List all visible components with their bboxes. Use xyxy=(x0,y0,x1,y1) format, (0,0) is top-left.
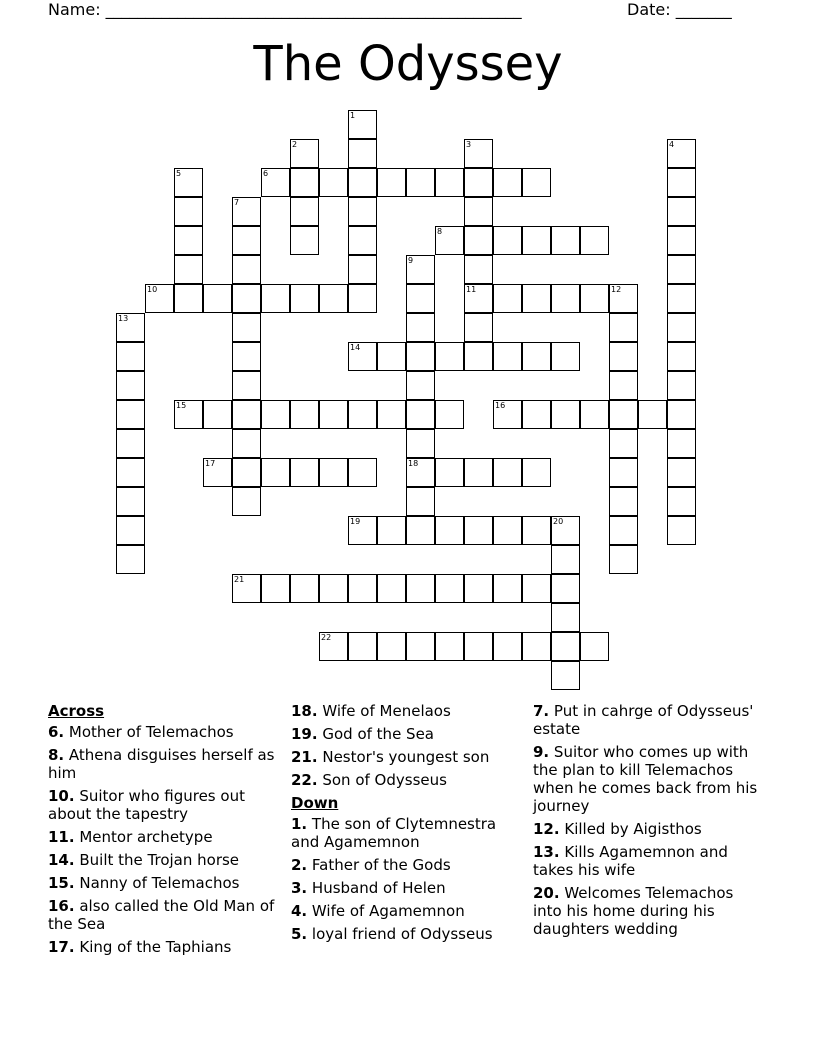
clue-number-label: 12 xyxy=(611,285,622,294)
grid-cell[interactable] xyxy=(406,371,435,400)
grid-cell[interactable] xyxy=(493,458,522,487)
date-field-label[interactable]: Date: _______ xyxy=(627,0,732,19)
grid-cell[interactable] xyxy=(232,574,261,603)
grid-cell[interactable] xyxy=(406,516,435,545)
page-title: The Odyssey xyxy=(253,36,563,92)
grid-cell[interactable] xyxy=(348,226,377,255)
clue-down-2: 2. Father of the Gods xyxy=(291,856,451,874)
grid-cell[interactable] xyxy=(667,226,696,255)
grid-cell[interactable] xyxy=(406,487,435,516)
grid-cell[interactable] xyxy=(435,574,464,603)
grid-cell[interactable] xyxy=(232,255,261,284)
clue-number-label: 7 xyxy=(234,198,240,207)
clue-down-4: 4. Wife of Agamemnon xyxy=(291,902,465,920)
clue-down-5: 5. loyal friend of Odysseus xyxy=(291,925,493,943)
grid-cell[interactable] xyxy=(377,574,406,603)
grid-cell[interactable] xyxy=(232,371,261,400)
grid-cell[interactable] xyxy=(551,226,580,255)
clue-across-18: 18. Wife of Menelaos xyxy=(291,702,451,720)
name-field-label[interactable]: Name: ____________________________________________________ xyxy=(48,0,522,19)
grid-cell[interactable] xyxy=(174,197,203,226)
grid-cell[interactable] xyxy=(667,516,696,545)
grid-cell[interactable] xyxy=(377,516,406,545)
grid-cell[interactable] xyxy=(348,197,377,226)
grid-cell[interactable] xyxy=(464,284,493,313)
clue-across-17: 17. King of the Taphians xyxy=(48,938,232,956)
grid-cell[interactable] xyxy=(290,139,319,168)
clue-number-label: 9 xyxy=(408,256,414,265)
grid-cell[interactable] xyxy=(667,400,696,429)
grid-cell[interactable] xyxy=(116,487,145,516)
clue-number-label: 16 xyxy=(495,401,506,410)
grid-cell[interactable] xyxy=(319,284,348,313)
grid-cell[interactable] xyxy=(203,284,232,313)
grid-cell[interactable] xyxy=(464,342,493,371)
grid-cell[interactable] xyxy=(435,342,464,371)
grid-cell[interactable] xyxy=(348,342,377,371)
grid-cell[interactable] xyxy=(464,168,493,197)
grid-cell[interactable] xyxy=(406,284,435,313)
grid-cell[interactable] xyxy=(406,168,435,197)
grid-cell[interactable] xyxy=(522,516,551,545)
grid-cell[interactable] xyxy=(290,458,319,487)
grid-cell[interactable] xyxy=(493,226,522,255)
clue-number-label: 2 xyxy=(292,140,298,149)
clue-across-10: 10. Suitor who figures out about the tapestry xyxy=(48,787,245,823)
grid-cell[interactable] xyxy=(667,429,696,458)
clue-number-label: 15 xyxy=(176,401,187,410)
grid-cell[interactable] xyxy=(551,661,580,690)
grid-cell[interactable] xyxy=(348,255,377,284)
grid-cell[interactable] xyxy=(116,400,145,429)
clue-column-2 xyxy=(291,702,519,948)
grid-cell[interactable] xyxy=(464,313,493,342)
grid-cell[interactable] xyxy=(551,574,580,603)
grid-cell[interactable] xyxy=(232,313,261,342)
grid-cell[interactable] xyxy=(232,400,261,429)
clue-number-label: 13 xyxy=(118,314,129,323)
grid-cell[interactable] xyxy=(609,487,638,516)
grid-cell[interactable] xyxy=(667,284,696,313)
clue-number-label: 20 xyxy=(553,517,564,526)
grid-cell[interactable] xyxy=(522,400,551,429)
grid-cell[interactable] xyxy=(348,284,377,313)
clue-number-label: 18 xyxy=(408,459,419,468)
grid-cell[interactable] xyxy=(406,632,435,661)
grid-cell[interactable] xyxy=(667,255,696,284)
grid-cell[interactable] xyxy=(377,342,406,371)
clue-column-1 xyxy=(48,702,276,961)
grid-cell[interactable] xyxy=(435,632,464,661)
grid-cell[interactable] xyxy=(493,284,522,313)
grid-cell[interactable] xyxy=(406,574,435,603)
grid-cell[interactable] xyxy=(348,400,377,429)
clue-number-label: 17 xyxy=(205,459,216,468)
grid-cell[interactable] xyxy=(551,603,580,632)
grid-cell[interactable] xyxy=(203,400,232,429)
clue-down-9: 9. Suitor who comes up with the plan to kill Telemachos when he comes back from his journey xyxy=(533,743,758,815)
grid-cell[interactable] xyxy=(261,458,290,487)
grid-cell[interactable] xyxy=(551,284,580,313)
grid-cell[interactable] xyxy=(145,284,174,313)
clue-down-7: 7. Put in cahrge of Odysseus' estate xyxy=(533,702,754,738)
clue-down-12: 12. Killed by Aigisthos xyxy=(533,820,702,838)
grid-cell[interactable] xyxy=(319,400,348,429)
clue-down-3: 3. Husband of Helen xyxy=(291,879,446,897)
clue-number-label: 8 xyxy=(437,227,443,236)
grid-cell[interactable] xyxy=(667,139,696,168)
grid-cell[interactable] xyxy=(116,545,145,574)
grid-cell[interactable] xyxy=(319,632,348,661)
grid-cell[interactable] xyxy=(348,168,377,197)
grid-cell[interactable] xyxy=(435,458,464,487)
grid-cell[interactable] xyxy=(667,197,696,226)
grid-cell[interactable] xyxy=(174,168,203,197)
grid-cell[interactable] xyxy=(116,458,145,487)
grid-cell[interactable] xyxy=(290,400,319,429)
clue-number-label: 3 xyxy=(466,140,472,149)
grid-cell[interactable] xyxy=(551,545,580,574)
grid-cell[interactable] xyxy=(232,342,261,371)
grid-cell[interactable] xyxy=(522,574,551,603)
grid-cell[interactable] xyxy=(348,110,377,139)
grid-cell[interactable] xyxy=(522,226,551,255)
grid-cell[interactable] xyxy=(116,429,145,458)
grid-cell[interactable] xyxy=(522,342,551,371)
grid-cell[interactable] xyxy=(377,400,406,429)
clue-across-6: 6. Mother of Telemachos xyxy=(48,723,234,741)
grid-cell[interactable] xyxy=(609,516,638,545)
grid-cell[interactable] xyxy=(174,284,203,313)
grid-cell[interactable] xyxy=(551,516,580,545)
grid-cell[interactable] xyxy=(232,226,261,255)
grid-cell[interactable] xyxy=(609,371,638,400)
clue-across-15: 15. Nanny of Telemachos xyxy=(48,874,240,892)
grid-cell[interactable] xyxy=(232,429,261,458)
grid-cell[interactable] xyxy=(609,342,638,371)
clue-down-20: 20. Welcomes Telemachos into his home during his daughters wedding xyxy=(533,884,734,938)
grid-cell[interactable] xyxy=(493,516,522,545)
grid-cell[interactable] xyxy=(261,168,290,197)
grid-cell[interactable] xyxy=(464,516,493,545)
grid-cell[interactable] xyxy=(290,168,319,197)
grid-cell[interactable] xyxy=(464,574,493,603)
grid-cell[interactable] xyxy=(435,516,464,545)
clue-number-label: 11 xyxy=(466,285,477,294)
clue-across-14: 14. Built the Trojan horse xyxy=(48,851,240,869)
grid-cell[interactable] xyxy=(609,313,638,342)
clue-number-label: 21 xyxy=(234,575,245,584)
grid-cell[interactable] xyxy=(667,313,696,342)
grid-cell[interactable] xyxy=(232,284,261,313)
grid-cell[interactable] xyxy=(522,284,551,313)
grid-cell[interactable] xyxy=(580,284,609,313)
grid-cell[interactable] xyxy=(464,255,493,284)
grid-cell[interactable] xyxy=(667,342,696,371)
clue-number-label: 5 xyxy=(176,169,182,178)
grid-cell[interactable] xyxy=(609,545,638,574)
grid-cell[interactable] xyxy=(464,197,493,226)
clue-number-label: 19 xyxy=(350,517,361,526)
grid-cell[interactable] xyxy=(551,342,580,371)
grid-cell[interactable] xyxy=(348,516,377,545)
grid-cell[interactable] xyxy=(116,516,145,545)
grid-cell[interactable] xyxy=(406,400,435,429)
grid-cell[interactable] xyxy=(464,632,493,661)
grid-cell[interactable] xyxy=(609,458,638,487)
clue-across-11: 11. Mentor archetype xyxy=(48,828,213,846)
clue-column-3 xyxy=(533,702,765,943)
grid-cell[interactable] xyxy=(116,313,145,342)
grid-cell[interactable] xyxy=(406,255,435,284)
clue-number-label: 4 xyxy=(669,140,675,149)
grid-cell[interactable] xyxy=(174,400,203,429)
grid-cell[interactable] xyxy=(638,400,667,429)
grid-cell[interactable] xyxy=(667,458,696,487)
grid-cell[interactable] xyxy=(348,632,377,661)
grid-cell[interactable] xyxy=(319,574,348,603)
grid-cell[interactable] xyxy=(406,458,435,487)
grid-cell[interactable] xyxy=(580,400,609,429)
grid-cell[interactable] xyxy=(232,458,261,487)
clue-across-16: 16. also called the Old Man of the Sea xyxy=(48,897,275,933)
grid-cell[interactable] xyxy=(667,487,696,516)
grid-cell[interactable] xyxy=(435,168,464,197)
grid-cell[interactable] xyxy=(551,632,580,661)
grid-cell[interactable] xyxy=(348,574,377,603)
clue-number-label: 10 xyxy=(147,285,158,294)
clue-number-label: 6 xyxy=(263,169,269,178)
clue-across-8: 8. Athena disguises herself as him xyxy=(48,746,275,782)
grid-cell[interactable] xyxy=(609,284,638,313)
grid-cell[interactable] xyxy=(435,400,464,429)
clue-across-21: 21. Nestor's youngest son xyxy=(291,748,490,766)
down-heading: Down xyxy=(291,794,339,812)
grid-cell[interactable] xyxy=(377,168,406,197)
grid-cell[interactable] xyxy=(464,458,493,487)
grid-cell[interactable] xyxy=(290,574,319,603)
grid-cell[interactable] xyxy=(406,313,435,342)
across-heading: Across xyxy=(48,702,105,720)
clue-number-label: 22 xyxy=(321,633,332,642)
grid-cell[interactable] xyxy=(464,139,493,168)
grid-cell[interactable] xyxy=(464,226,493,255)
grid-cell[interactable] xyxy=(290,226,319,255)
grid-cell[interactable] xyxy=(261,400,290,429)
grid-cell[interactable] xyxy=(522,632,551,661)
grid-cell[interactable] xyxy=(609,400,638,429)
clue-across-22: 22. Son of Odysseus xyxy=(291,771,447,789)
grid-cell[interactable] xyxy=(522,168,551,197)
clue-down-1: 1. The son of Clytemnestra and Agamemnon xyxy=(291,815,497,851)
grid-cell[interactable] xyxy=(319,458,348,487)
grid-cell[interactable] xyxy=(406,342,435,371)
grid-cell[interactable] xyxy=(348,458,377,487)
grid-cell[interactable] xyxy=(116,342,145,371)
grid-cell[interactable] xyxy=(174,226,203,255)
grid-cell[interactable] xyxy=(522,458,551,487)
clue-number-label: 1 xyxy=(350,111,356,120)
grid-cell[interactable] xyxy=(348,139,377,168)
clue-across-19: 19. God of the Sea xyxy=(291,725,435,743)
clue-number-label: 14 xyxy=(350,343,361,352)
grid-cell[interactable] xyxy=(232,487,261,516)
grid-cell[interactable] xyxy=(377,632,406,661)
grid-cell[interactable] xyxy=(290,284,319,313)
grid-cell[interactable] xyxy=(493,632,522,661)
grid-cell[interactable] xyxy=(116,371,145,400)
grid-cell[interactable] xyxy=(580,632,609,661)
grid-cell[interactable] xyxy=(290,197,319,226)
clue-down-13: 13. Kills Agamemnon and takes his wife xyxy=(533,843,728,879)
grid-cell[interactable] xyxy=(551,400,580,429)
grid-cell[interactable] xyxy=(667,371,696,400)
grid-cell[interactable] xyxy=(203,458,232,487)
grid-cell[interactable] xyxy=(493,342,522,371)
grid-cell[interactable] xyxy=(493,574,522,603)
grid-cell[interactable] xyxy=(174,255,203,284)
grid-cell[interactable] xyxy=(406,429,435,458)
grid-cell[interactable] xyxy=(667,168,696,197)
grid-cell[interactable] xyxy=(319,168,348,197)
grid-cell[interactable] xyxy=(261,284,290,313)
grid-cell[interactable] xyxy=(435,226,464,255)
grid-cell[interactable] xyxy=(232,197,261,226)
grid-cell[interactable] xyxy=(261,574,290,603)
grid-cell[interactable] xyxy=(609,429,638,458)
grid-cell[interactable] xyxy=(580,226,609,255)
grid-cell[interactable] xyxy=(493,400,522,429)
grid-cell[interactable] xyxy=(493,168,522,197)
